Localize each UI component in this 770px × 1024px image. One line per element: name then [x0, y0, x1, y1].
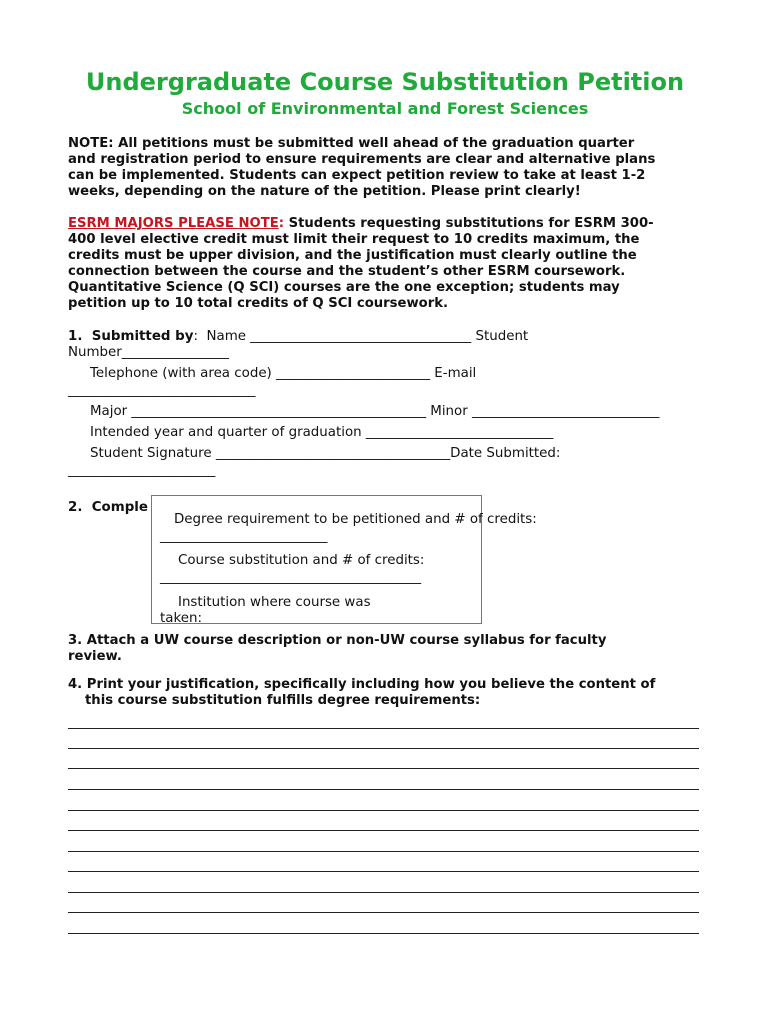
esrm-paragraph	[68, 216, 708, 312]
course-substitution-label: Course substitution and # of credits:	[178, 553, 425, 568]
section4-line: this course substitution fulfills degree requirements:	[85, 693, 481, 708]
justification-line[interactable]	[68, 830, 699, 831]
date-submitted-field[interactable]: ______________________	[68, 463, 216, 478]
section2-heading: 2. Comple	[68, 500, 148, 515]
signature-field[interactable]: Student Signature ___________________________________Date Submitted:	[90, 446, 561, 461]
note-paragraph	[68, 136, 708, 200]
note-line: can be implemented. Students can expect petition review to take at least 1-2	[68, 168, 646, 183]
justification-line[interactable]	[68, 748, 699, 749]
esrm-line: 400 level elective credit must limit their request to 10 credits maximum, the	[68, 232, 640, 247]
note-line: weeks, depending on the nature of the petition. Please print clearly!	[68, 184, 581, 199]
justification-line[interactable]	[68, 933, 699, 934]
justification-line[interactable]	[68, 768, 699, 769]
section3-line: review.	[68, 649, 122, 664]
telephone-field[interactable]: Telephone (with area code) _______________________ E-mail	[90, 366, 477, 381]
major-minor-field[interactable]: Major ____________________________________________ Minor ____________________________	[90, 404, 660, 419]
justification-line[interactable]	[68, 851, 699, 852]
justification-line[interactable]	[68, 728, 699, 729]
name-field[interactable]: : Name _________________________________ Student	[193, 329, 529, 344]
justification-line[interactable]	[68, 789, 699, 790]
submitted-by-line	[68, 329, 528, 344]
substitution-text-box[interactable]	[151, 495, 537, 626]
esrm-line-rest: Students requesting substitutions for ESRM 300-	[283, 216, 654, 231]
esrm-line: petition up to 10 total credits of Q SCI coursework.	[68, 296, 448, 311]
esrm-line: credits must be upper division, and the justification must clearly outline the	[68, 248, 637, 263]
institution-taken-label: taken:	[160, 611, 202, 626]
esrm-colon: :	[278, 216, 284, 231]
student-number-field[interactable]: Number________________	[68, 345, 229, 360]
graduation-field[interactable]: Intended year and quarter of graduation ____________________________	[90, 425, 554, 440]
esrm-line: connection between the course and the student’s other ESRM coursework.	[68, 264, 626, 279]
submitted-by-heading: 1. Submitted by	[68, 329, 194, 344]
degree-requirement-label: Degree requirement to be petitioned and # of credits:	[174, 512, 537, 527]
degree-requirement-field[interactable]: _________________________	[160, 529, 328, 544]
justification-line[interactable]	[68, 912, 699, 913]
institution-label: Institution where course was	[178, 595, 371, 610]
email-field[interactable]: ____________________________	[68, 383, 256, 398]
esrm-line: Quantitative Science (Q SCI) courses are the one exception; students may	[68, 280, 620, 295]
section4-line: 4. Print your justification, specifically including how you believe the content of	[68, 677, 656, 692]
justification-line[interactable]	[68, 810, 699, 811]
note-line: and registration period to ensure requirements are clear and alternative plans	[68, 152, 656, 167]
page-subtitle: School of Environmental and Forest Sciences	[181, 99, 589, 118]
justification-line[interactable]	[68, 871, 699, 872]
section4-text	[68, 677, 708, 709]
esrm-note-label: ESRM MAJORS PLEASE NOTE	[68, 216, 279, 231]
esrm-first-line	[68, 216, 708, 232]
course-substitution-field[interactable]: _______________________________________	[160, 570, 422, 585]
section3-line: 3. Attach a UW course description or non-UW course syllabus for faculty	[68, 633, 607, 648]
section3-text	[68, 633, 708, 665]
page-title: Undergraduate Course Substitution Petition	[85, 68, 685, 96]
note-line: NOTE: All petitions must be submitted well ahead of the graduation quarter	[68, 136, 635, 151]
justification-line[interactable]	[68, 892, 699, 893]
